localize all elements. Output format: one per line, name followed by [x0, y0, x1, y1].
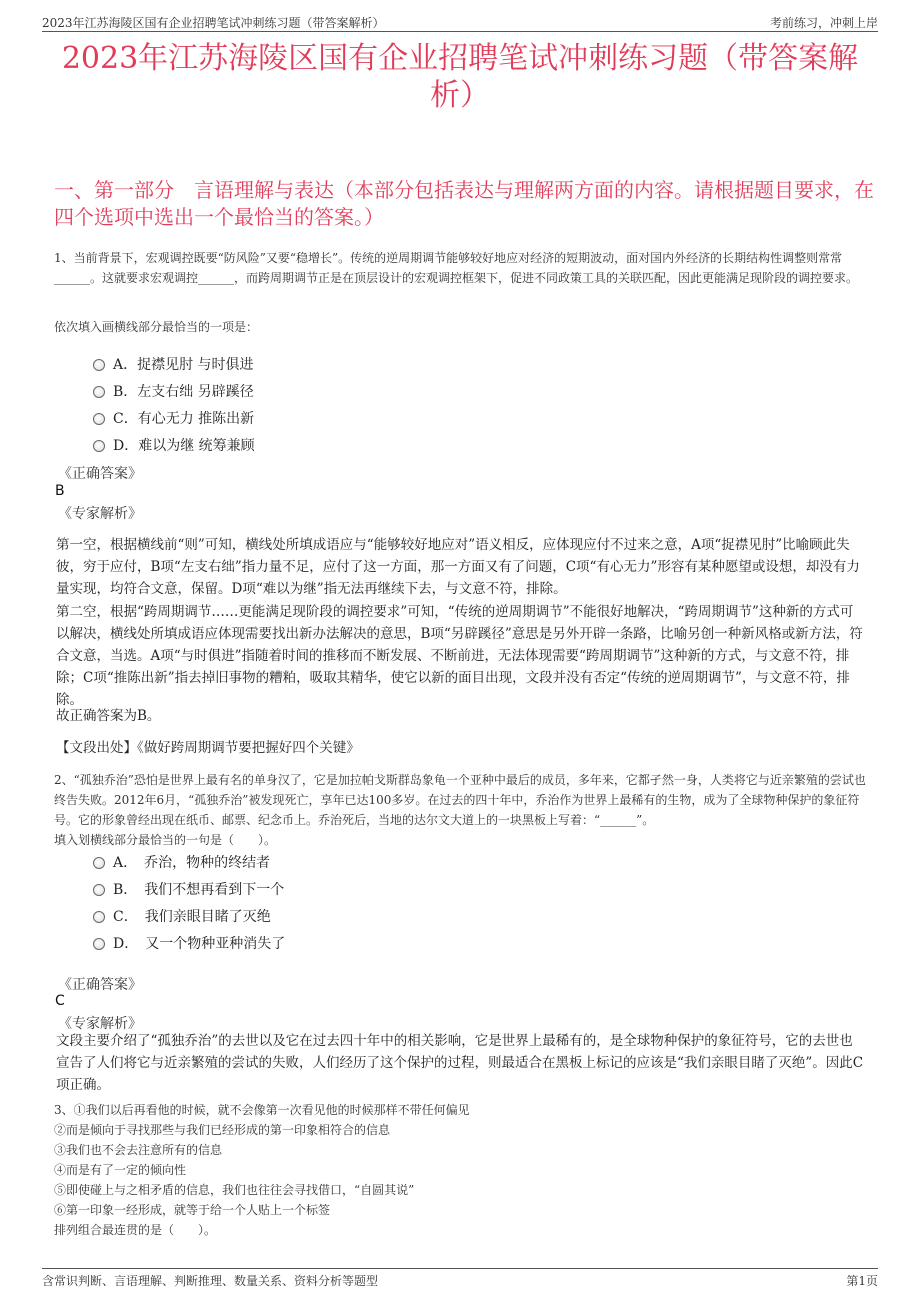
q1-option-a[interactable]: A．捉襟见肘 与时俱进	[93, 354, 254, 374]
q1-option-d[interactable]: D．难以为继 统筹兼顾	[93, 435, 255, 455]
radio-icon[interactable]	[93, 359, 105, 371]
q1-stem: 1、当前背景下，宏观调控既要“防风险”又要“稳增长”。传统的逆周期调节能够较好地应对经济的短期波动，面对国内外经济的长期结构性调整则常常______。这就要求宏观调控______，而跨周期调节正是在顶层设计的宏观调控框架下，促进不同政策工具的关联匹配，因此更能满足现阶段的调控要求。	[54, 251, 859, 285]
header-right: 考前练习，冲刺上岸	[769, 16, 878, 30]
q3-line-4: ④而是有了一定的倾向性	[54, 1163, 187, 1177]
radio-icon[interactable]	[93, 386, 105, 398]
q3-line-6: ⑥第一印象一经形成，就等于给一个人贴上一个标签	[54, 1203, 331, 1217]
footer-divider	[42, 1268, 878, 1269]
q2-analysis: 文段主要介绍了“孤独乔治”的去世以及它在过去四十年中的相关影响，它是世界上最稀有的，是全球物种保护的象征符号，它的去世也宣告了人们将它与近亲繁殖的尝试的失败，人们经历了这个保护的过程，则最适合在黑板上标记的应该是“我们亲眼目睹了灭绝”。因此C项正确。	[56, 1033, 864, 1093]
q1-source: 【文段出处】《做好跨周期调节要把握好四个关键》	[56, 740, 360, 756]
footer-left: 含常识判断、言语理解、判断推理、数量关系、资料分析等题型	[42, 1274, 379, 1288]
radio-icon[interactable]	[93, 884, 105, 896]
q3-line-2: ②而是倾向于寻找那些与我们已经形成的第一印象相符合的信息	[54, 1123, 391, 1137]
radio-icon[interactable]	[93, 857, 105, 869]
q1-prompt: 依次填入画横线部分最恰当的一项是：	[54, 320, 259, 334]
q1-option-c[interactable]: C．有心无力 推陈出新	[93, 408, 254, 428]
q2-stem: 2、“孤独乔治”恐怕是世界上最有名的单身汉了，它是加拉帕戈斯群岛象龟一个亚种中最后的成员，多年来，它都孑然一身，人类将它与近亲繁殖的尝试也终告失败。2012年6月，“孤独乔治”被发现死亡，享年已达100多岁。在过去的四十年中，乔治作为世界上最稀有的生物，成为了全球物种保护的象征符号。它的形象曾经出现在纸币、邮票、纪念币上。乔治死后，当地的达尔文大道上的一块黑板上写着：“______”。	[54, 773, 866, 827]
header-left: 2023年江苏海陵区国有企业招聘笔试冲刺练习题（带答案解析）	[42, 16, 385, 30]
header-divider	[42, 31, 878, 32]
q1-conclusion: 故正确答案为B。	[56, 708, 161, 724]
q2-analysis-label: 《专家解析》	[58, 1016, 142, 1032]
section-heading: 一、第一部分 言语理解与表达（本部分包括表达与理解两方面的内容。请根据题目要求，在四个选项中选出一个最恰当的答案。）	[54, 178, 874, 229]
q2-prompt: 填入划横线部分最恰当的一句是（ ）。	[54, 833, 277, 847]
q2-option-c[interactable]: C． 我们亲眼目睹了灭绝	[93, 906, 271, 926]
q3-prompt: 排列组合最连贯的是（ ）。	[54, 1223, 217, 1237]
radio-icon[interactable]	[93, 938, 105, 950]
q2-answer-label: 《正确答案》	[58, 977, 142, 993]
q2-option-d[interactable]: D． 又一个物种亚种消失了	[93, 933, 285, 953]
q1-analysis-label: 《专家解析》	[58, 506, 142, 522]
page-header	[42, 10, 878, 30]
radio-icon[interactable]	[93, 413, 105, 425]
q2-answer: C	[55, 993, 65, 1009]
q1-analysis-2: 第二空，根据“跨周期调节……更能满足现阶段的调控要求”可知，“传统的逆周期调节”不能很好地解决，“跨周期调节”这种新的方式可以解决，横线处所填成语应体现需要找出新办法解决的意思，B项“另辟蹊径”意思是另外开辟一条路，比喻另创一种新风格或新方法，符合文意，当选。A项“与时俱进”指随着时间的推移而不断发展、不断前进，无法体现需要“跨周期调节”这种新的方式，与文意不符，排除；C项“推陈出新”指去掉旧事物的糟粕，吸取其精华，使它以新的面目出现，文段并没有否定“传统的逆周期调节”，与文意不符，排除。	[56, 604, 863, 708]
q3-line-3: ③我们也不会去注意所有的信息	[54, 1143, 223, 1157]
q2-option-b[interactable]: B． 我们不想再看到下一个	[93, 879, 284, 899]
page-title: 2023年江苏海陵区国有企业招聘笔试冲刺练习题（带答案解析）	[61, 41, 859, 113]
q1-answer-label: 《正确答案》	[58, 466, 142, 482]
page-footer	[42, 1272, 878, 1289]
q2-option-a[interactable]: A． 乔治，物种的终结者	[93, 852, 270, 872]
radio-icon[interactable]	[93, 911, 105, 923]
q3-line-5: ⑤即使碰上与之相矛盾的信息，我们也往往会寻找借口，“自圆其说”	[54, 1183, 415, 1197]
q3-line-1: 3、①我们以后再看他的时候，就不会像第一次看见他的时候那样不带任何偏见	[54, 1103, 470, 1117]
radio-icon[interactable]	[93, 440, 105, 452]
q1-answer: B	[55, 483, 65, 499]
page-number: 第1页	[846, 1274, 878, 1288]
q1-option-b[interactable]: B．左支右绌 另辟蹊径	[93, 381, 254, 401]
q1-analysis-1: 第一空，根据横线前“则”可知，横线处所填成语应与“能够较好地应对”语义相反，应体现应付不过来之意，A项“捉襟见肘”比喻顾此失彼，穷于应付，B项“左支右绌”指力量不足，应付了这一方面，那一方面又有了问题，C项“有心无力”形容有某种愿望或设想，却没有力量实现，均符合文意，保留。D项“难以为继”指无法再继续下去，与文意不符，排除。	[56, 537, 860, 597]
